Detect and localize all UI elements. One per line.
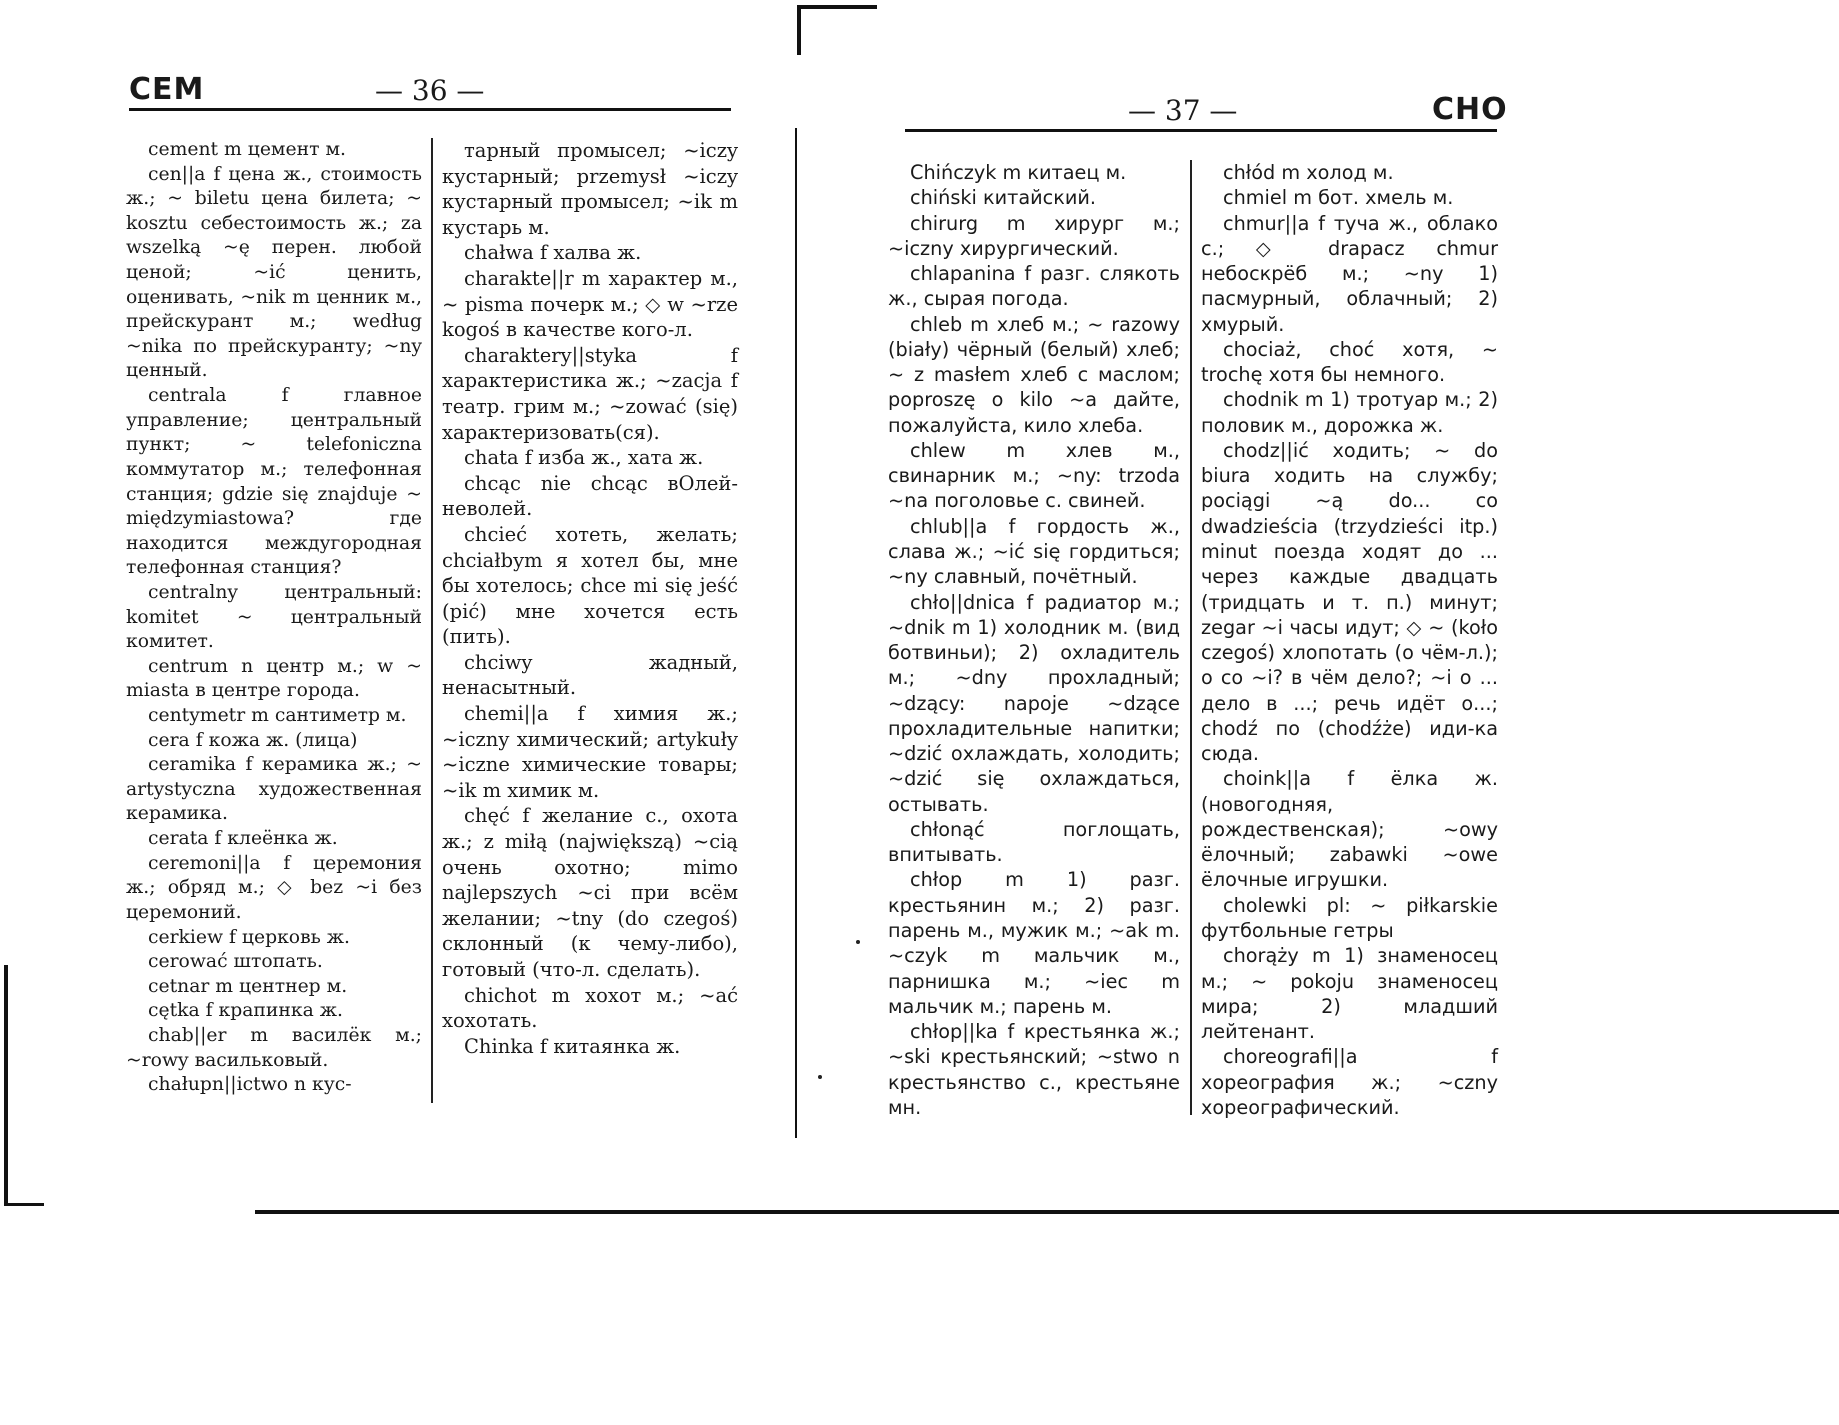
dictionary-entry: chiński китайский. [910, 186, 1096, 210]
dictionary-entry: charaktery||styka f характеристика ж.; ~zacja f театр. грим м.; ~zować (się) характеризовать(ся). [442, 343, 738, 444]
dictionary-entry: chłop||ka f крестьянка ж.; ~ski крестьянский; ~stwo n крестьянство с., крестьяне мн. [888, 1020, 1180, 1119]
dictionary-entry: chorąży m 1) знаменосец м.; ~ pokoju знаменосец мира; 2) младший лейтенант. [1201, 944, 1498, 1044]
right-page-column-2 [1201, 160, 1498, 1120]
dictionary-entry: chłop m 1) разг. крестьянин м.; 2) разг. парень м., мужик м.; ~ak m. ~czyk m мальчик м., парнишка м.; ~iec m мальчик м.; парень м. [888, 868, 1180, 1018]
dictionary-entry: chodnik m 1) тротуар м.; 2) половик м., дорожка ж. [1201, 388, 1498, 437]
dictionary-entry: Chińczyk m китаец м. [910, 161, 1127, 184]
dictionary-entry: chlub||a f гордость ж., слава ж.; ~ić się гордиться; ~ny славный, почётный. [888, 514, 1180, 589]
dictionary-entry: cerata f клеёнка ж. [148, 828, 338, 850]
left-page-column-1 [126, 138, 422, 1098]
dictionary-entry: chałwa f халва ж. [464, 241, 642, 265]
dictionary-entry: centrum n центр м.; w ~ miasta в центре города. [126, 655, 422, 702]
dictionary-entry: chmiel m бот. хмель м. [1223, 186, 1454, 210]
gutter-line [795, 128, 797, 1138]
dictionary-entry: chociaż, choć хотя, ~ trochę хотя бы немного. [1201, 337, 1498, 387]
right-guide-word: CHO [1432, 92, 1508, 127]
dictionary-entry: chcąc nie chcąc вОлей-неволей. [442, 471, 738, 521]
dictionary-entry: chęć f желание с., охота ж.; z miłą (największą) ~cią очень охотно; mimo najlepszych ~ci при всём желании; ~tny (do czegoś) склонный (к чему-либо), готовый (что-л. сделать). [442, 804, 738, 981]
bottom-scan-line [255, 1210, 1839, 1214]
gutter-mark-top [797, 5, 877, 9]
left-edge-scan-mark-foot [4, 1203, 44, 1206]
gutter-mark-top-vertical [797, 5, 801, 55]
dictionary-entry: cetnar m центнер м. [148, 975, 348, 997]
dictionary-entry: chłonąć поглощать, впитывать. [888, 817, 1180, 867]
scan-speck [818, 1075, 822, 1079]
right-page-number: — 37 — [1128, 94, 1238, 127]
right-column-divider [1190, 160, 1192, 1115]
dictionary-entry: ceramika f керамика ж.; ~ artystyczna художественная керамика. [126, 754, 422, 825]
dictionary-entry: cerkiew f церковь ж. [148, 926, 351, 948]
dictionary-entry: chab||er m василёк м.; ~rowy васильковый. [126, 1024, 422, 1071]
left-page-number: — 36 — [375, 74, 485, 107]
dictionary-entry: cera f кожа ж. (лица) [148, 729, 358, 751]
dictionary-entry: chło||dnica f радиатор м.; ~dnik m 1) холодник м. (вид ботвиньи); 2) охладитель м.; ~dny прохладный; ~dzący: napoje ~dzące прохладительные напитки; ~dzić охлаждать, холодить; ~dzić się охлаждаться, остывать. [888, 590, 1180, 816]
dictionary-entry: chałupn||ictwo n кус- [148, 1074, 352, 1096]
dictionary-entry: cętka f крапинка ж. [148, 1000, 343, 1022]
left-column-divider [431, 138, 433, 1103]
scan-speck [856, 940, 860, 944]
dictionary-entry: chichot m хохот м.; ~ać хохотать. [442, 983, 738, 1033]
dictionary-entry: cerować штопать. [148, 951, 323, 973]
dictionary-entry: chlew m хлев м., свинарник м.; ~ny: trzoda ~na поголовье с. свиней. [888, 438, 1180, 513]
dictionary-entry: choink||a f ёлка ж. (новогодняя, рождественская); ~owy ёлочный; zabawki ~owe ёлочные игрушки. [1201, 767, 1498, 892]
dictionary-entry: chata f изба ж., хата ж. [464, 446, 704, 470]
dictionary-entry: cen||a f цена ж., стоимость ж.; ~ biletu цена билета; ~ kosztu себестоимость ж.; za wszelką ~ę перен. любой ценой; ~ić ценить, оценивать, ~nik m ценник м., прейскурант м.; według ~nika по прейскуранту; ~ny ценный. [126, 163, 422, 382]
left-edge-scan-mark [4, 965, 8, 1205]
dictionary-entry: cholewki pl: ~ piłkarskie футбольные гетры [1201, 893, 1498, 942]
dictionary-entry: chodz||ić ходить; ~ do biura ходить на службу; pociągi ~ą do... co dwadzieścia (trzydzieści itp.) minut поезда ходят до ... через каждые двадцать (тридцать и т. п.) минут; zegar ~i часы идут; ◇ ~ (koło czegoś) хлопотать (о чём-л.); o co ~i? в чём дело?; ~i o ... дело в ...; речь идёт о...; chodź по (chodźże) иди-ка сюда. [1201, 438, 1498, 766]
dictionary-entry: charakte||r m характер м., ~ pisma почерк м.; ◇ w ~rze kogoś в качестве кого-л. [442, 266, 738, 342]
dictionary-entry: ceremoni||a f церемония ж.; обряд м.; ◇ bez ~i без церемоний. [126, 852, 422, 923]
dictionary-entry: chirurg m хирург м.; ~iczny хирургический. [888, 211, 1180, 260]
dictionary-entry: cement m цемент м. [148, 139, 346, 160]
left-guide-word: CEM [129, 72, 205, 107]
left-page-column-2 [442, 138, 738, 1059]
dictionary-entry: chciwy жадный, ненасытный. [442, 650, 738, 700]
dictionary-entry: chmur||a f туча ж., облако с.; ◇ drapacz chmur небоскрёб м.; ~ny 1) пасмурный, облачный; 2) хмурый. [1201, 211, 1498, 336]
right-header-rule [905, 129, 1497, 132]
dictionary-entry: chłód m холод м. [1223, 161, 1394, 184]
dictionary-entry: centralny центральный: komitet ~ центральный комитет. [126, 581, 422, 653]
dictionary-entry: centrala f главное управление; центральный пункт; ~ telefoniczna коммутатор м.; телефонная станция; gdzie się znajduje ~ międzymiastowa? где находится междугородная телефонная станция? [126, 385, 422, 579]
dictionary-entry: chleb m хлеб м.; ~ razowy (biały) чёрный (белый) хлеб; ~ z masłem хлеб с маслом; poproszę o kilo ~a дайте, пожалуйста, кило хлеба. [888, 312, 1180, 437]
dictionary-entry: centymetr m сантиметр м. [148, 705, 407, 727]
dictionary-entry: choreografi||a f хореография ж.; ~czny хореографический. [1201, 1045, 1498, 1119]
dictionary-entry: chlapanina f разг. слякоть ж., сырая погода. [888, 262, 1180, 311]
dictionary-entry: Chinka f китаянка ж. [464, 1034, 681, 1058]
right-page-column-1 [888, 160, 1180, 1120]
dictionary-entry: chemi||a f химия ж.; ~iczny химический; artykuły ~iczne химические товары; ~ik m химик м. [442, 702, 738, 802]
left-header-rule [129, 108, 731, 111]
dictionary-entry: chcieć хотеть, желать; chciałbym я хотел бы, мне бы хотелось; chce mi się jeść (pić) мне хочется есть (пить). [442, 522, 738, 649]
dictionary-entry: тарный промысел; ~iczy кустарный; przemysł ~iczy кустарный промысел; ~ik m кустарь м. [442, 139, 738, 239]
